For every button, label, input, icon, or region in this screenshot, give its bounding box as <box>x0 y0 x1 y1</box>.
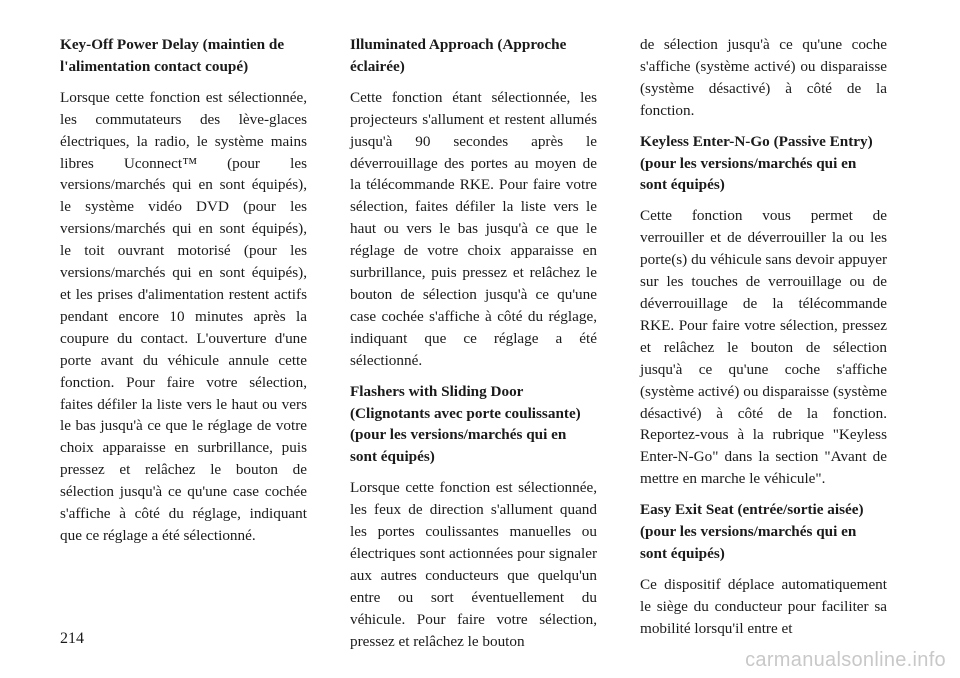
column-right <box>640 34 887 649</box>
section-heading-keyless-enter-n-go: Keyless Enter-N-Go (Passive Entry) (pour les versions/marchés qui en sont équipés) <box>640 132 873 194</box>
section-heading-flashers-sliding-door: Flashers with Sliding Door (Clignotants avec porte coulissante) (pour les versions/marchés qui en sont équipés) <box>350 382 581 466</box>
watermark: carmanualsonline.info <box>745 649 946 671</box>
paragraph-keyless-enter-n-go: Cette fonction vous permet de verrouiller et de déverrouiller la ou les porte(s) du véhicule sans devoir appuyer sur les touches de verrouillage ou de déverrouillage de la télécommande RKE. Pour faire votre sélection, pressez et relâchez le bouton de sélection jusqu'à ce qu'une coche s'affiche (système activé) ou disparaisse (système désactivé) à côté de la fonction. Reportez-vous à la rubrique "Keyless Enter-N-Go" dans la section "Avant de mettre en marche le véhicule". <box>640 207 887 488</box>
section-heading-easy-exit-seat: Easy Exit Seat (entrée/sortie aisée) (pour les versions/marchés qui en sont équipés) <box>640 501 864 562</box>
column-middle <box>350 34 597 661</box>
section-heading-illuminated-approach: Illuminated Approach (Approche éclairée) <box>350 36 567 75</box>
paragraph-illuminated-approach: Cette fonction étant sélectionnée, les projecteurs s'allument et restent allumés jusqu'à 90 secondes après le déverrouillage des portes au moyen de la télécommande RKE. Pour faire votre sélection, faites défiler la liste vers le haut ou vers le bas jusqu'à ce que le réglage de votre choix apparaisse en surbrillance, puis pressez et relâchez le bouton de sélection jusqu'à ce qu'une case cochée s'affiche à côté du réglage, indiquant que ce réglage a été sélectionné. <box>350 88 597 369</box>
paragraph-flashers-sliding-door: Lorsque cette fonction est sélectionnée, les feux de direction s'allument quand les portes coulissantes manuelles ou électriques sont actionnées pour signaler aux autres conducteurs que quelqu'un entre ou sort éventuellement du véhicule. Pour faire votre sélection, pressez et relâchez le bouton <box>350 479 597 650</box>
paragraph-easy-exit-seat: Ce dispositif déplace automatiquement le siège du conducteur pour faciliter sa mobilité lorsqu'il entre et <box>640 575 887 637</box>
page-number: 214 <box>60 630 84 647</box>
paragraph-continuation: de sélection jusqu'à ce qu'une coche s'affiche (système activé) ou disparaisse (système désactivé) à côté de la fonction. <box>640 36 887 119</box>
section-heading-key-off-power-delay: Key-Off Power Delay (maintien de l'alimentation contact coupé) <box>60 36 285 75</box>
column-left <box>60 34 307 556</box>
paragraph-key-off-power-delay: Lorsque cette fonction est sélectionnée, les commutateurs des lève-glaces électriques, la radio, le système mains libres Uconnect™ (pour les versions/marchés qui en sont équipés), le système vidéo DVD (pour les versions/marchés qui en sont équipés), le toit ouvrant motorisé (pour les versions/marchés qui en sont équipés), et les prises d'alimentation restent actifs pendant encore 10 minutes après la coupure du contact. L'ouverture d'une porte avant du véhicule annule cette fonction. Pour faire votre sélection, faites défiler la liste vers le haut ou vers le bas jusqu'à ce que le réglage de votre choix apparaisse en surbrillance, puis pressez et relâchez le bouton de sélection jusqu'à ce qu'une case cochée s'affiche à côté du réglage, indiquant que ce réglage a été sélectionné. <box>60 88 307 544</box>
